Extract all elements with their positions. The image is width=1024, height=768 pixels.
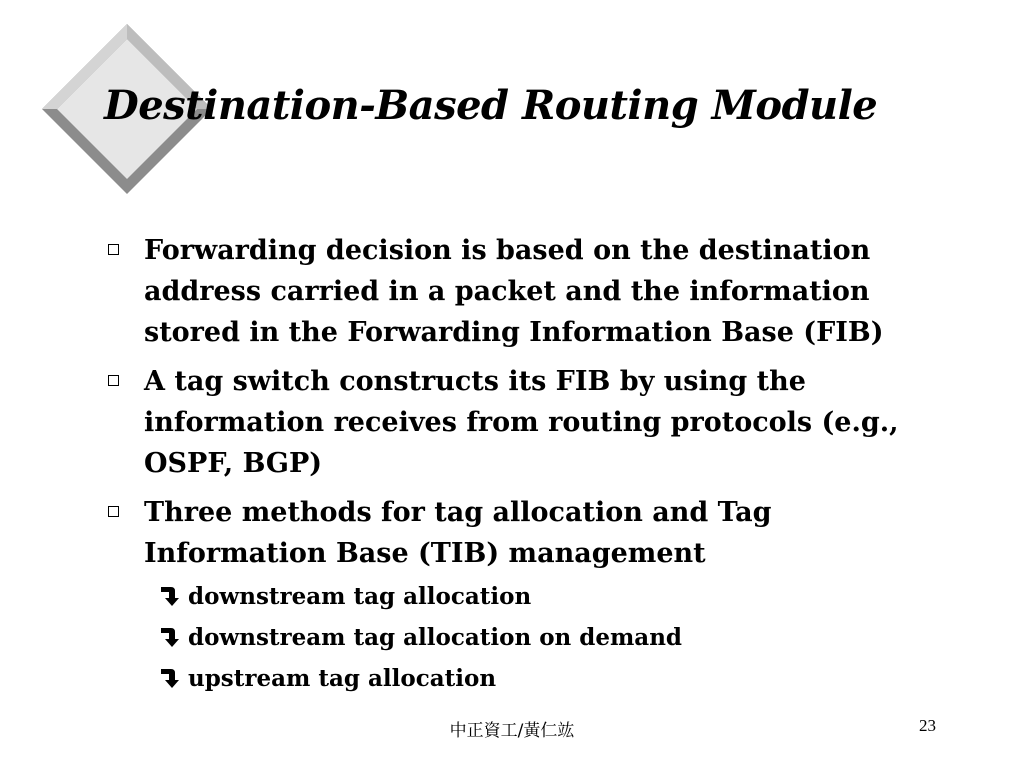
sub-bullet-item (108, 617, 928, 658)
curved-arrow-down-icon (158, 584, 180, 608)
bullet-item (108, 230, 928, 353)
sub-bullet-text: upstream tag allocation (188, 665, 497, 692)
bullet-text: Three methods for tag allocation and Tag Information Base (TIB) management (144, 497, 772, 569)
bullet-text: Forwarding decision is based on the destination address carried in a packet and the information stored in the Forwarding Information Base (FIB) (144, 235, 884, 348)
bullet-text: A tag switch constructs its FIB by using the information receives from routing protocols (e.g., OSPF, BGP) (144, 366, 899, 479)
sub-bullet-item (108, 576, 928, 617)
page-number: 23 (919, 716, 936, 735)
bullet-item (108, 492, 928, 699)
bullet-item (108, 361, 928, 484)
footer-author: 中正資工/黃仁竑 (449, 721, 575, 741)
bullet-list (108, 230, 928, 707)
curved-arrow-down-icon (158, 666, 180, 690)
slide-title: Destination-Based Routing Module (104, 82, 878, 129)
hollow-square-bullet-icon (108, 506, 119, 517)
sub-bullet-text: downstream tag allocation on demand (188, 624, 683, 651)
sub-bullet-text: downstream tag allocation (188, 583, 532, 610)
curved-arrow-down-icon (158, 625, 180, 649)
hollow-square-bullet-icon (108, 375, 119, 386)
sub-bullet-item (108, 658, 928, 699)
sub-bullet-list (144, 576, 928, 699)
hollow-square-bullet-icon (108, 244, 119, 255)
